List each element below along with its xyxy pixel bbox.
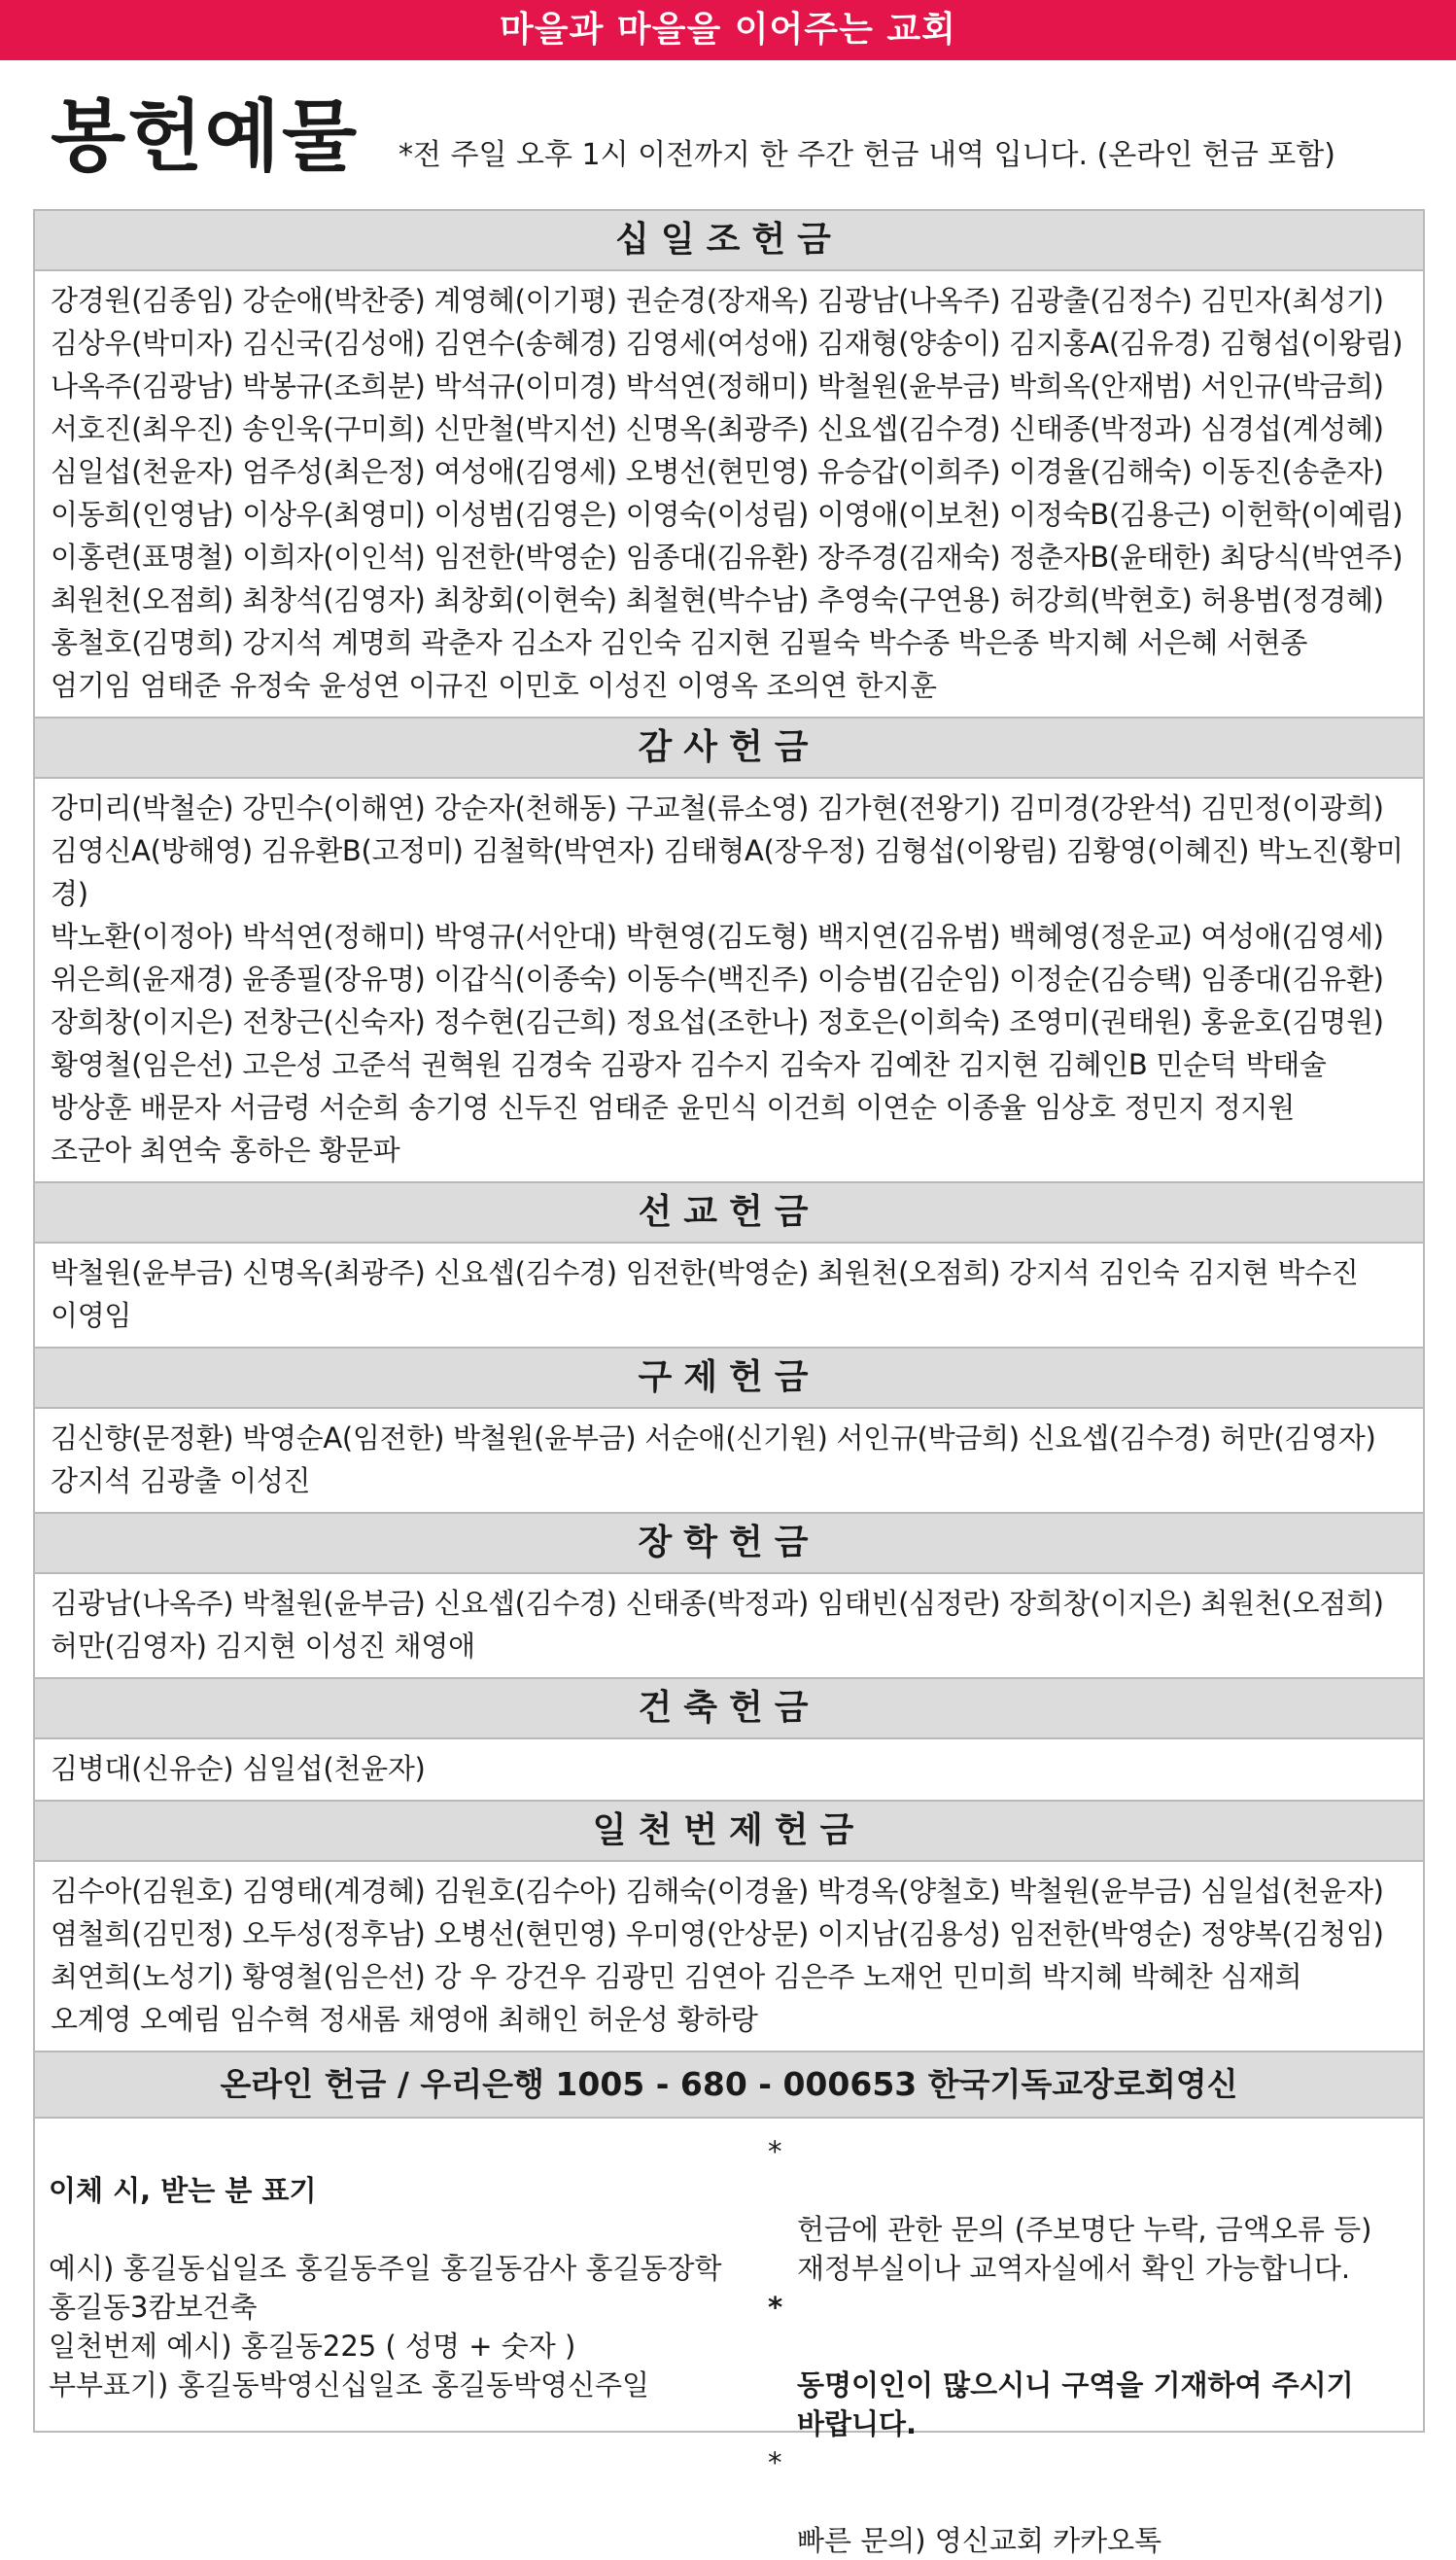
section-names-thanks: 강미리(박철순) 강민수(이해연) 강순자(천해동) 구교철(류소영) 김가현(전왕기) 김미경(강완석) 김민정(이광희) 김영신A(방해영) 김유환B(고정미) 김철학(박연자) 김태형A(장우정) 김형섭(이왕림) 김황영(이혜진) 박노진(황미경) 박노환(이정아) 박석연(정해미) 박영규(서안대) 박현영(김도형) 백지연(김유범) 백혜영(정운교) 여성애(김영세) 위은희(윤재경) 윤종필(장유명) 이갑식(이종숙) 이동수(백진주) 이승범(김순임) 이정순(김승택) 임종대(김유환) 장희창(이지은) 전창근(신숙자) 정수현(김근희) 정요섭(조한나) 정호은(이희숙) 조영미(권태원) 홍윤호(김명원) 황영철(임은선) 고은성 고준석 권혁원 김경숙 김광자 김수지 김숙자 김예찬 김지현 김혜인B 민순덕 박태술 방상훈 배문자 서금령 서순희 송기영 신두진 엄태준 윤민식 이건희 이연순 이종율 임상호 정민지 정지원 조군아 최연숙 홍하은 황문파: [51, 791, 1404, 1167]
same-name-note-text: 동명이인이 많으시니 구역을 기재하여 주시기 바랍니다.: [797, 2368, 1354, 2440]
asterisk-mark: *: [768, 2446, 782, 2479]
section-names-tithe: 강경원(김종임) 강순애(박찬중) 계영혜(이기평) 권순경(장재옥) 김광남(나옥주) 김광출(김정수) 김민자(최성기) 김상우(박미자) 김신국(김성애) 김연수(송혜경) 김영세(여성애) 김재형(양송이) 김지홍A(김유경) 김형섭(이왕림) 나옥주(김광남) 박봉규(조희분) 박석규(이미경) 박석연(정해미) 박철원(윤부금) 박희옥(안재범) 서인규(박금희) 서호진(최우진) 송인욱(구미희) 신만철(박지선) 신명옥(최광주) 신요셉(김수경) 신태종(박정과) 심경섭(계성혜) 심일섭(천윤자) 엄주성(최은정) 여성애(김영세) 오병선(현민영) 유승갑(이희주) 이경율(김해숙) 이동진(송춘자) 이동희(인영남) 이상우(최영미) 이성범(김영은) 이영숙(이성림) 이영애(이보천) 이정숙B(김용근) 이헌학(이예림) 이홍련(표명철) 이희자(이인석) 임전한(박영순) 임종대(김유환) 장주경(김재숙) 정춘자B(윤태한) 최당식(박연주) 최원천(오점희) 최창석(김영자) 최창회(이현숙) 최철현(박수남) 추영숙(구연용) 허강희(박현호) 허용범(정경혜) 홍철호(김명희) 강지석 계명희 곽춘자 김소자 김인숙 김지현 김필숙 박수종 박은종 박지혜 서은혜 서현종 엄기임 엄태준 유정숙 윤성연 이규진 이민호 이성진 이영옥 조의연 한지훈: [51, 284, 1404, 702]
kakao-note: [768, 2443, 1409, 2560]
same-name-note: [768, 2288, 1409, 2443]
top-banner: 마을과 마을을 이어주는 교회: [0, 0, 1456, 60]
inquiry-note-text: 헌금에 관한 문의 (주보명단 누락, 금액오류 등) 재정부실이나 교역자실에서 확인 가능합니다.: [797, 2213, 1372, 2285]
section-heading-mission: 선교헌금: [35, 1181, 1423, 1244]
transfer-notation-title: 이체 시, 받는 분 표기: [49, 2174, 317, 2207]
asterisk-mark: *: [768, 2291, 783, 2324]
section-heading-building: 건축헌금: [35, 1677, 1423, 1739]
title-note: *전 주일 오후 1시 이전까지 한 주간 헌금 내역 입니다. (온라인 헌금 포함): [399, 138, 1335, 172]
section-heading-thanks: 감사헌금: [35, 717, 1423, 779]
section-heading-scholarship: 장학헌금: [35, 1512, 1423, 1574]
inquiry-note: [768, 2132, 1409, 2288]
asterisk-mark: *: [768, 2135, 782, 2168]
section-names-building: 김병대(신유순) 심일섭(천윤자): [51, 1752, 426, 1785]
section-names-thousand: 김수아(김원호) 김영태(계경혜) 김원호(김수아) 김해숙(이경율) 박경옥(양철호) 박철원(윤부금) 심일섭(천윤자) 염철희(김민정) 오두성(정후남) 오병선(현민영) 우미영(안상문) 이지남(김용성) 임전한(박영순) 정양복(김청임) 최연희(노성기) 황영철(임은선) 강 우 강건우 김광민 김연아 김은주 노재언 민미희 박지혜 박혜찬 심재희 오계영 오예림 임수혁 정새롬 채영애 최해인 허운성 황하랑: [51, 1875, 1384, 2036]
section-heading-tithe: 십일조헌금: [35, 211, 1423, 271]
transfer-notation-examples: 예시) 홍길동십일조 홍길동주일 홍길동감사 홍길동장학 홍길동3캄보건축 일천번제 예시) 홍길동225 ( 성명 + 숫자 ) 부부표기) 홍길동박영신십일조 홍길동박영신주일: [49, 2252, 722, 2402]
section-names-mission: 박철원(윤부금) 신명옥(최광주) 신요셉(김수경) 임전한(박영순) 최원천(오점희) 강지석 김인숙 김지현 박수진 이영임: [51, 1256, 1359, 1332]
online-offering-info: [35, 2119, 1423, 2557]
online-offering-heading: 온라인 헌금 / 우리은행 1005 - 680 - 000653 한국기독교장로회영신: [35, 2051, 1423, 2119]
inquiry-notes: [768, 2132, 1409, 2560]
section-names-relief: 김신향(문정환) 박영순A(임전한) 박철원(윤부금) 서순애(신기원) 서인규(박금희) 신요셉(김수경) 허만(김영자) 강지석 김광출 이성진: [51, 1421, 1376, 1497]
offering-board: [33, 209, 1425, 2557]
section-names-scholarship: 김광남(나옥주) 박철원(윤부금) 신요셉(김수경) 신태종(박정과) 임태빈(심정란) 장희창(이지은) 최원천(오점희) 허만(김영자) 김지현 이성진 채영애: [51, 1587, 1384, 1663]
transfer-notation-guide: [49, 2132, 787, 2443]
kakao-note-text: 빠른 문의) 영신교회 카카오톡: [797, 2524, 1162, 2557]
section-heading-relief: 구제헌금: [35, 1347, 1423, 1409]
page-title: 봉헌예물: [51, 91, 360, 182]
section-heading-thousand: 일천번제헌금: [35, 1800, 1423, 1862]
